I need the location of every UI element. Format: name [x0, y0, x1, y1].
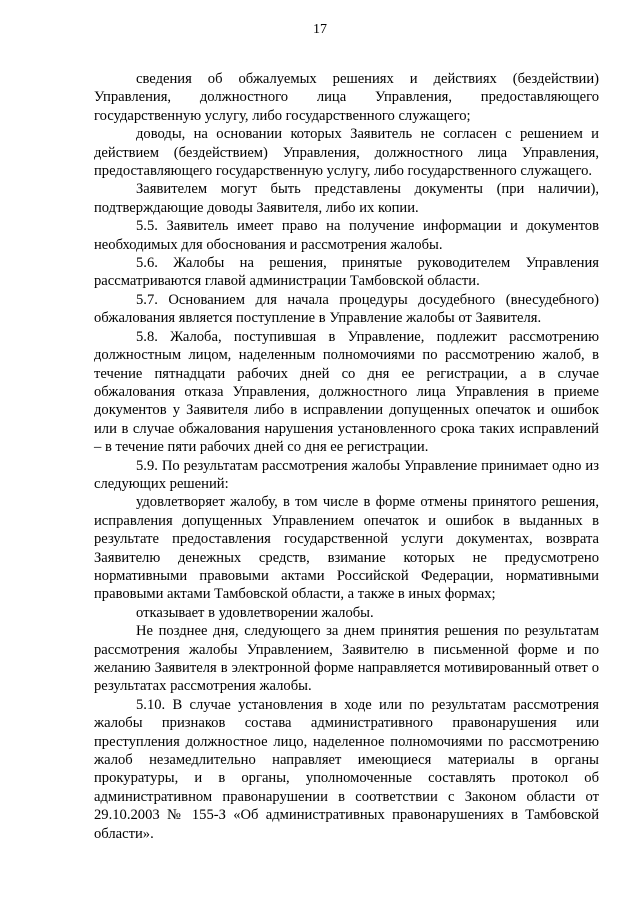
paragraph-decision-refuse: отказывает в удовлетворении жалобы. [136, 604, 374, 621]
page-number: 17 [313, 22, 327, 37]
document-body [94, 70, 599, 843]
paragraph-5-8: 5.8. Жалоба, поступившая в Управление, подлежит рассмотрению должностным лицом, наделенным полномочиями по рассмотрению жалоб, в течение пятнадцати рабочих дней со дня ее регистрации, а в случае обжалования отказа Управления, должностного лица Управления в приеме документов у Заявителя либо в исправлении допущенных опечаток и ошибок или в случае обжалования нарушения установленного срока таких исправлений – в течение пяти рабочих дней со дня ее регистрации. [94, 328, 599, 456]
paragraph-response-deadline: Не позднее дня, следующего за днем принятия решения по результатам рассмотрения жалобы Управлением, Заявителю в письменной форме и по желанию Заявителя в электронной форме направляется мотивированный ответ о результатах рассмотрения жалобы. [94, 623, 599, 695]
paragraph-decision-satisfy: удовлетворяет жалобу, в том числе в форме отмены принятого решения, исправления допущенных Управлением опечаток и ошибок в выданных в результате предоставления государственной услуги документах, возврата Заявителю денежных средств, взимание которых не предусмотрено нормативными правовыми актами Российской Федерации, нормативными правовыми актами Тамбовской области, а также в иных формах; [94, 494, 599, 603]
paragraph-5-5: 5.5. Заявитель имеет право на получение информации и документов необходимых для обоснования и рассмотрения жалобы. [94, 218, 599, 253]
paragraph-complaint-arguments: доводы, на основании которых Заявитель не согласен с решением и действием (бездействием) Управления, должностного лица Управления, предоставляющего государственную услугу, либо государственного служащего. [94, 126, 599, 180]
paragraph-supporting-documents: Заявителем могут быть представлены документы (при наличии), подтверждающие доводы Заявителя, либо их копии. [94, 181, 599, 216]
paragraph-5-9: 5.9. По результатам рассмотрения жалобы Управление принимает одно из следующих решений: [94, 457, 599, 492]
paragraph-5-7: 5.7. Основанием для начала процедуры досудебного (внесудебного) обжалования является поступление в Управление жалобы от Заявителя. [94, 291, 599, 327]
paragraph-5-10: 5.10. В случае установления в ходе или по результатам рассмотрения жалобы признаков состава административного правонарушения или преступления должностное лицо, наделенное полномочиями по рассмотрению жалоб незамедлительно направляет имеющиеся материалы в органы прокуратуры, и в органы, уполномоченные составлять протокол об административном правонарушении в соответствии с Законом области от 29.10.2003 № 155-З «Об административных правонарушениях в Тамбовской области». [94, 696, 599, 842]
paragraph-5-6: 5.6. Жалобы на решения, принятые руководителем Управления рассматриваются главой администрации Тамбовской области. [94, 255, 599, 290]
paragraph-complaint-subject: сведения об обжалуемых решениях и действиях (бездействии) Управления, должностного лица Управления, предоставляющего государственную услугу, либо государственного служащего; [94, 71, 599, 124]
